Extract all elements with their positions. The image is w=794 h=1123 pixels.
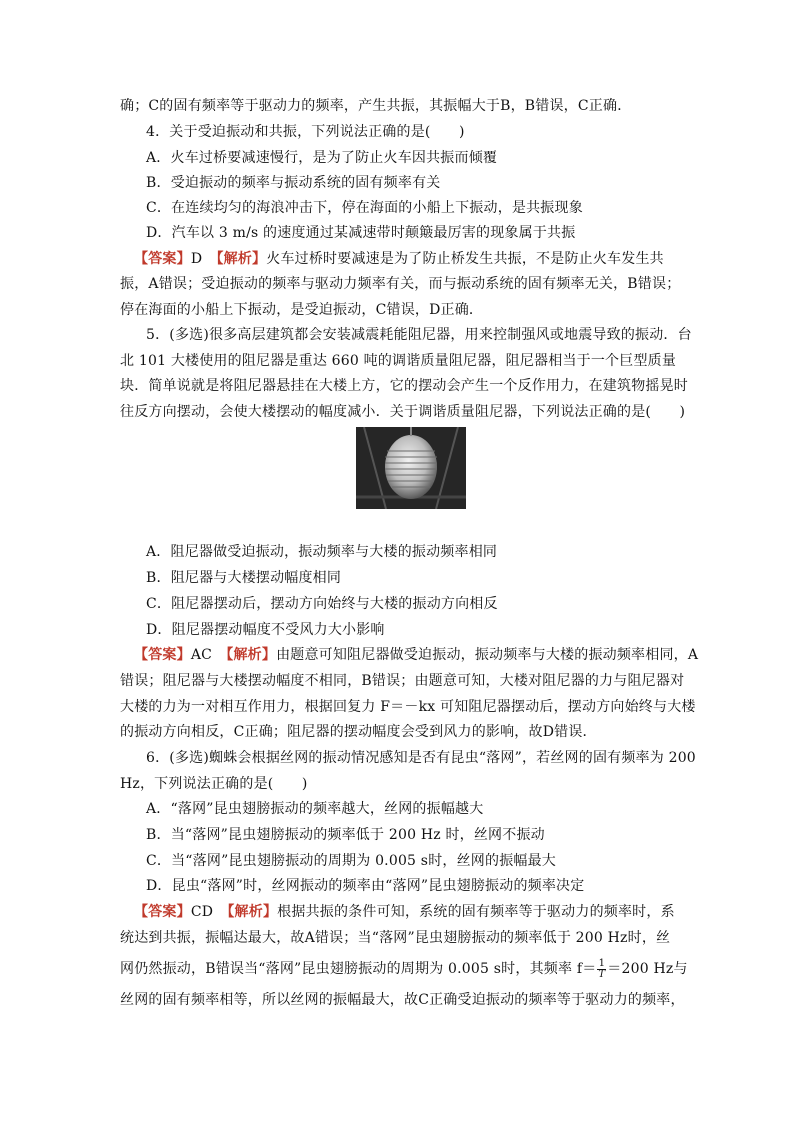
answer-4-line-1	[134, 249, 664, 269]
answer-value: AC	[190, 647, 227, 663]
answer-6-line-2: 统达到共振，振幅达最大，故A错误；当“落网”昆虫翅膀振动的频率低于 200 Hz时，丝	[120, 930, 671, 946]
question-4-option-b: B．受迫振动的频率与振动系统的固有频率有关	[146, 175, 441, 191]
answer-4-line-3: 停在海面的小船上下振动，是受迫振动，C错误，D正确．	[120, 302, 484, 318]
question-5-stem-2: 北 101 大楼使用的阻尼器是重达 660 吨的调谐质量阻尼器，阻尼器相当于一个巨型质量	[120, 353, 677, 369]
question-4-option-a: A．火车过桥要减速慢行，是为了防止火车因共振而倾覆	[146, 150, 498, 166]
answer-5-line-2: 错误；阻尼器与大楼摆动幅度不相同，B错误；由题意可知，大楼对阻尼器的力与阻尼器对	[120, 673, 685, 689]
question-5-option-a: A．阻尼器做受迫振动，振动频率与大楼的振动频率相同	[146, 544, 498, 560]
analysis-text: 根据共振的条件可知，系统的固有频率等于驱动力的频率时，系	[277, 904, 675, 920]
damper-photo	[356, 427, 466, 509]
answer-6-line-3-tail: ＝200 Hz与	[607, 961, 688, 977]
answer-6-line-3	[120, 955, 688, 983]
answer-tag: 【答案】	[134, 904, 191, 920]
question-4-option-c: C．在连续均匀的海浪冲击下，停在海面的小船上下振动，是共振现象	[146, 200, 583, 216]
answer-6-line-3-text: 网仍然振动，B错误当“落网”昆虫翅膀振动的周期为 0.005 s时，其频率 f＝	[120, 961, 597, 977]
question-6-option-a: A．“落网”昆虫翅膀振动的频率越大，丝网的振幅越大	[146, 801, 484, 817]
answer-5-line-3: 大楼的力为一对相互作用力，根据回复力 F＝－kx 可知阻尼器摆动后，摆动方向始终与大楼	[120, 699, 696, 715]
answer-6-line-1	[134, 902, 675, 922]
analysis-text: 由题意可知阻尼器做受迫振动，振动频率与大楼的振动频率相同，A	[276, 647, 699, 663]
fraction-numerator: 1	[598, 957, 606, 969]
question-5-stem-1: 5．(多选)很多高层建筑都会安装减震耗能阻尼器，用来控制强风或地震导致的振动．台	[146, 327, 692, 343]
question-6-option-d: D．昆虫“落网”时，丝网振动的频率由“落网”昆虫翅膀振动的频率决定	[146, 878, 585, 894]
question-5-option-b: B．阻尼器与大楼摆动幅度相同	[146, 570, 342, 586]
answer-4-line-2: 振，A错误；受迫振动的频率与驱动力频率有关，而与振动系统的固有频率无关，B错误；	[120, 276, 681, 292]
damper-sphere-image	[356, 427, 466, 509]
answer-5-line-4: 的振动方向相反，C正确；阻尼器的摆动幅度会受到风力的影响，故D错误．	[120, 724, 597, 740]
question-5-stem-4: 往反方向摆动，会使大楼摆动的幅度减小．关于调谐质量阻尼器，下列说法正确的是( )	[120, 404, 686, 420]
question-5-option-d: D．阻尼器摆动幅度不受风力大小影响	[146, 622, 385, 638]
fraction-denominator: T	[598, 968, 606, 980]
question-4-option-d: D．汽车以 3 m/s 的速度通过某减速带时颠簸最厉害的现象属于共振	[146, 225, 576, 241]
question-4-stem: 4．关于受迫振动和共振，下列说法正确的是( )	[146, 124, 465, 140]
text-line: 确；C的固有频率等于驱动力的频率，产生共振，其振幅大于B，B错误，C正确．	[120, 98, 632, 114]
question-6-option-b: B．当“落网”昆虫翅膀振动的频率低于 200 Hz 时，丝网不振动	[146, 827, 545, 843]
answer-tag: 【答案】	[134, 251, 191, 267]
fraction-one-over-t	[597, 959, 606, 980]
question-5-stem-3: 块．简单说就是将阻尼器悬挂在大楼上方，它的摆动会产生一个反作用力，在建筑物摇晃时	[120, 378, 688, 394]
analysis-text: 火车过桥时要减速是为了防止桥发生共振，不是防止火车发生共	[266, 251, 664, 267]
question-6-option-c: C．当“落网”昆虫翅膀振动的周期为 0.005 s时，丝网的振幅最大	[146, 853, 556, 869]
answer-value: D	[190, 251, 217, 267]
analysis-tag: 【解析】	[226, 647, 277, 663]
analysis-tag: 【解析】	[216, 251, 267, 267]
answer-5-line-1	[134, 645, 698, 665]
answer-6-line-4: 丝网的固有频率相等，所以丝网的振幅最大，故C正确受迫振动的频率等于驱动力的频率，	[120, 992, 685, 1008]
answer-value: CD	[190, 904, 228, 920]
question-5-option-c: C．阻尼器摆动后，摆动方向始终与大楼的振动方向相反	[146, 596, 498, 612]
question-6-stem-1: 6．(多选)蜘蛛会根据丝网的振动情况感知是否有昆虫“落网”，若丝网的固有频率为 200	[146, 750, 696, 766]
answer-tag: 【答案】	[134, 647, 191, 663]
analysis-tag: 【解析】	[227, 904, 278, 920]
question-6-stem-2: Hz，下列说法正确的是( )	[120, 776, 308, 792]
